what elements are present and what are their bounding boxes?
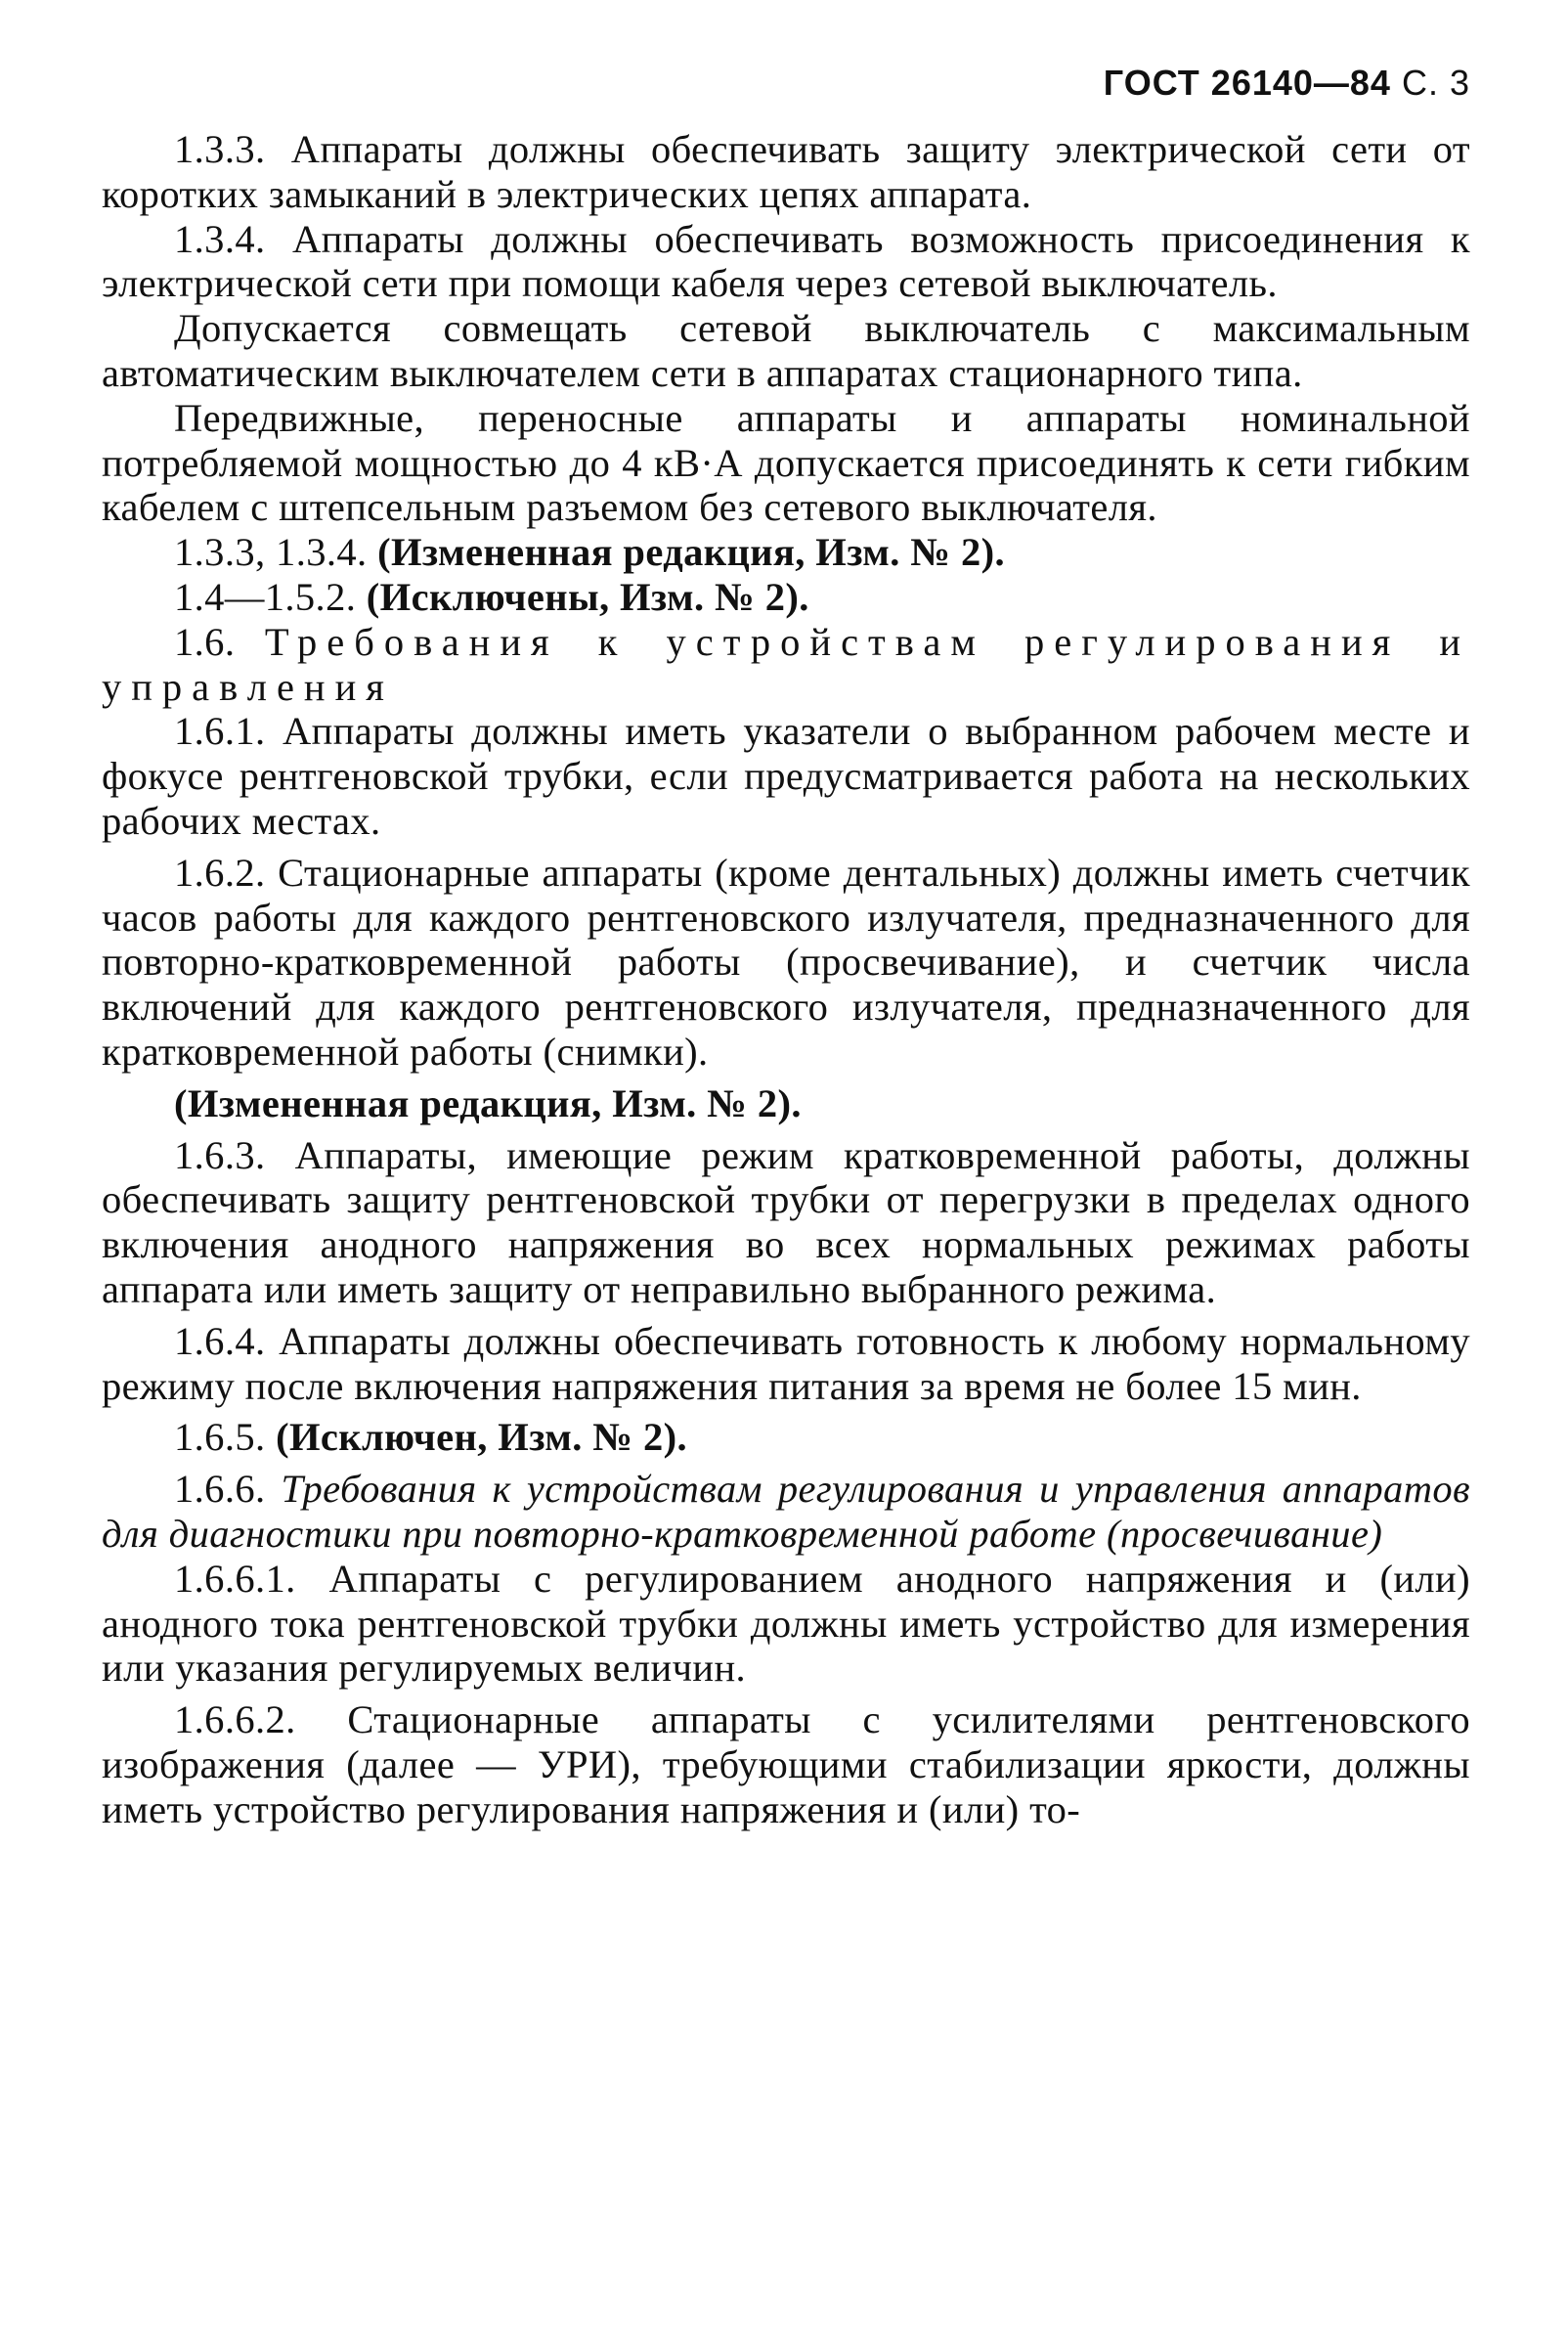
paragraph-1-6-4: 1.6.4. Аппараты должны обеспечивать готовность к любому нормальному режиму после включения напряжения питания за время не более 15 мин. [102, 1318, 1470, 1408]
paragraph-network-switch: Допускается совмещать сетевой выключатель с максимальным автоматическим выключателем сети в аппаратах стационарного типа. [102, 306, 1470, 395]
paragraph-mobile-devices: Передвижные, переносные аппараты и аппараты номинальной потребляемой мощностью до 4 кВ·А допускается присоединять к сети гибким кабелем с штепсельным разъемом без сетевого выключателя. [102, 395, 1470, 530]
amendment-note-1-6-2: (Измененная редакция, Изм. № 2). [174, 1080, 802, 1125]
paragraph-1-3-4: 1.3.4. Аппараты должны обеспечивать возможность присоединения к электрической сети при помощи кабеля через сетевой выключатель. [102, 216, 1470, 306]
paragraph-1-6-2: 1.6.2. Стационарные аппараты (кроме дентальных) должны иметь счетчик часов работы для каждого рентгеновского излучателя, предназначенного для повторно-кратковременной работы (просвечивание), и счетчик числа включений для каждого рентгеновского излучателя, предназначенного для кратковременной работы (снимки). [102, 850, 1470, 1074]
excluded-label-1-6-5: (Исключен, Изм. № 2). [276, 1415, 688, 1460]
document-body [102, 127, 1470, 1831]
section-title: Требования к устройствам регулирования и управления [102, 619, 1470, 709]
paragraph-1-6-6-1: 1.6.6.1. Аппараты с регулированием анодного напряжения и (или) анодного тока рентгеновской трубки должны иметь устройство для измерения или указания регулируемых величин. [102, 1556, 1470, 1691]
paragraph-1-6-6-2: 1.6.6.2. Стационарные аппараты с усилителями рентгеновского изображения (далее — УРИ), требующими стабилизации яркости, должны иметь устройство регулирования напряжения и (или) то- [102, 1697, 1470, 1831]
page-number: С. 3 [1401, 63, 1470, 103]
subsection-number: 1.6.6. [174, 1467, 266, 1512]
subsection-heading-1-6-6 [102, 1467, 1470, 1557]
page-header [102, 39, 1470, 127]
amendment-note-1-3 [102, 530, 1470, 575]
excluded-note-1-6-5 [102, 1415, 1470, 1460]
document-page [102, 39, 1470, 1831]
paragraph-1-6-3: 1.6.3. Аппараты, имеющие режим кратковременной работы, должны обеспечивать защиту рентгеновской трубки от перегрузки в пределах одного включения анодного напряжения во всех нормальных режимах работы аппарата или иметь защиту от неправильно выбранного режима. [102, 1132, 1470, 1311]
standard-number: ГОСТ 26140—84 [1103, 63, 1391, 103]
excluded-clause-numbers: 1.4—1.5.2. [174, 574, 357, 619]
excluded-label: (Исключены, Изм. № 2). [366, 574, 809, 619]
paragraph-1-3-3: 1.3.3. Аппараты должны обеспечивать защиту электрической сети от коротких замыканий в электрических цепях аппарата. [102, 127, 1470, 216]
amendment-label: (Измененная редакция, Изм. № 2). [377, 530, 1006, 575]
excluded-clause-number: 1.6.5. [174, 1415, 266, 1460]
paragraph-1-6-1: 1.6.1. Аппараты должны иметь указатели о выбранном рабочем месте и фокусе рентгеновской трубки, если предусматривается работа на нескольких рабочих местах. [102, 709, 1470, 843]
excluded-note-1-4 [102, 575, 1470, 620]
subsection-title: Требования к устройствам регулирования и управления аппаратов для диагностики при повторно-кратковременной работе (просвечивание) [102, 1467, 1470, 1556]
section-heading-1-6 [102, 620, 1470, 710]
section-number: 1.6. [174, 619, 236, 664]
amendment-clause-numbers: 1.3.3, 1.3.4. [174, 530, 368, 575]
